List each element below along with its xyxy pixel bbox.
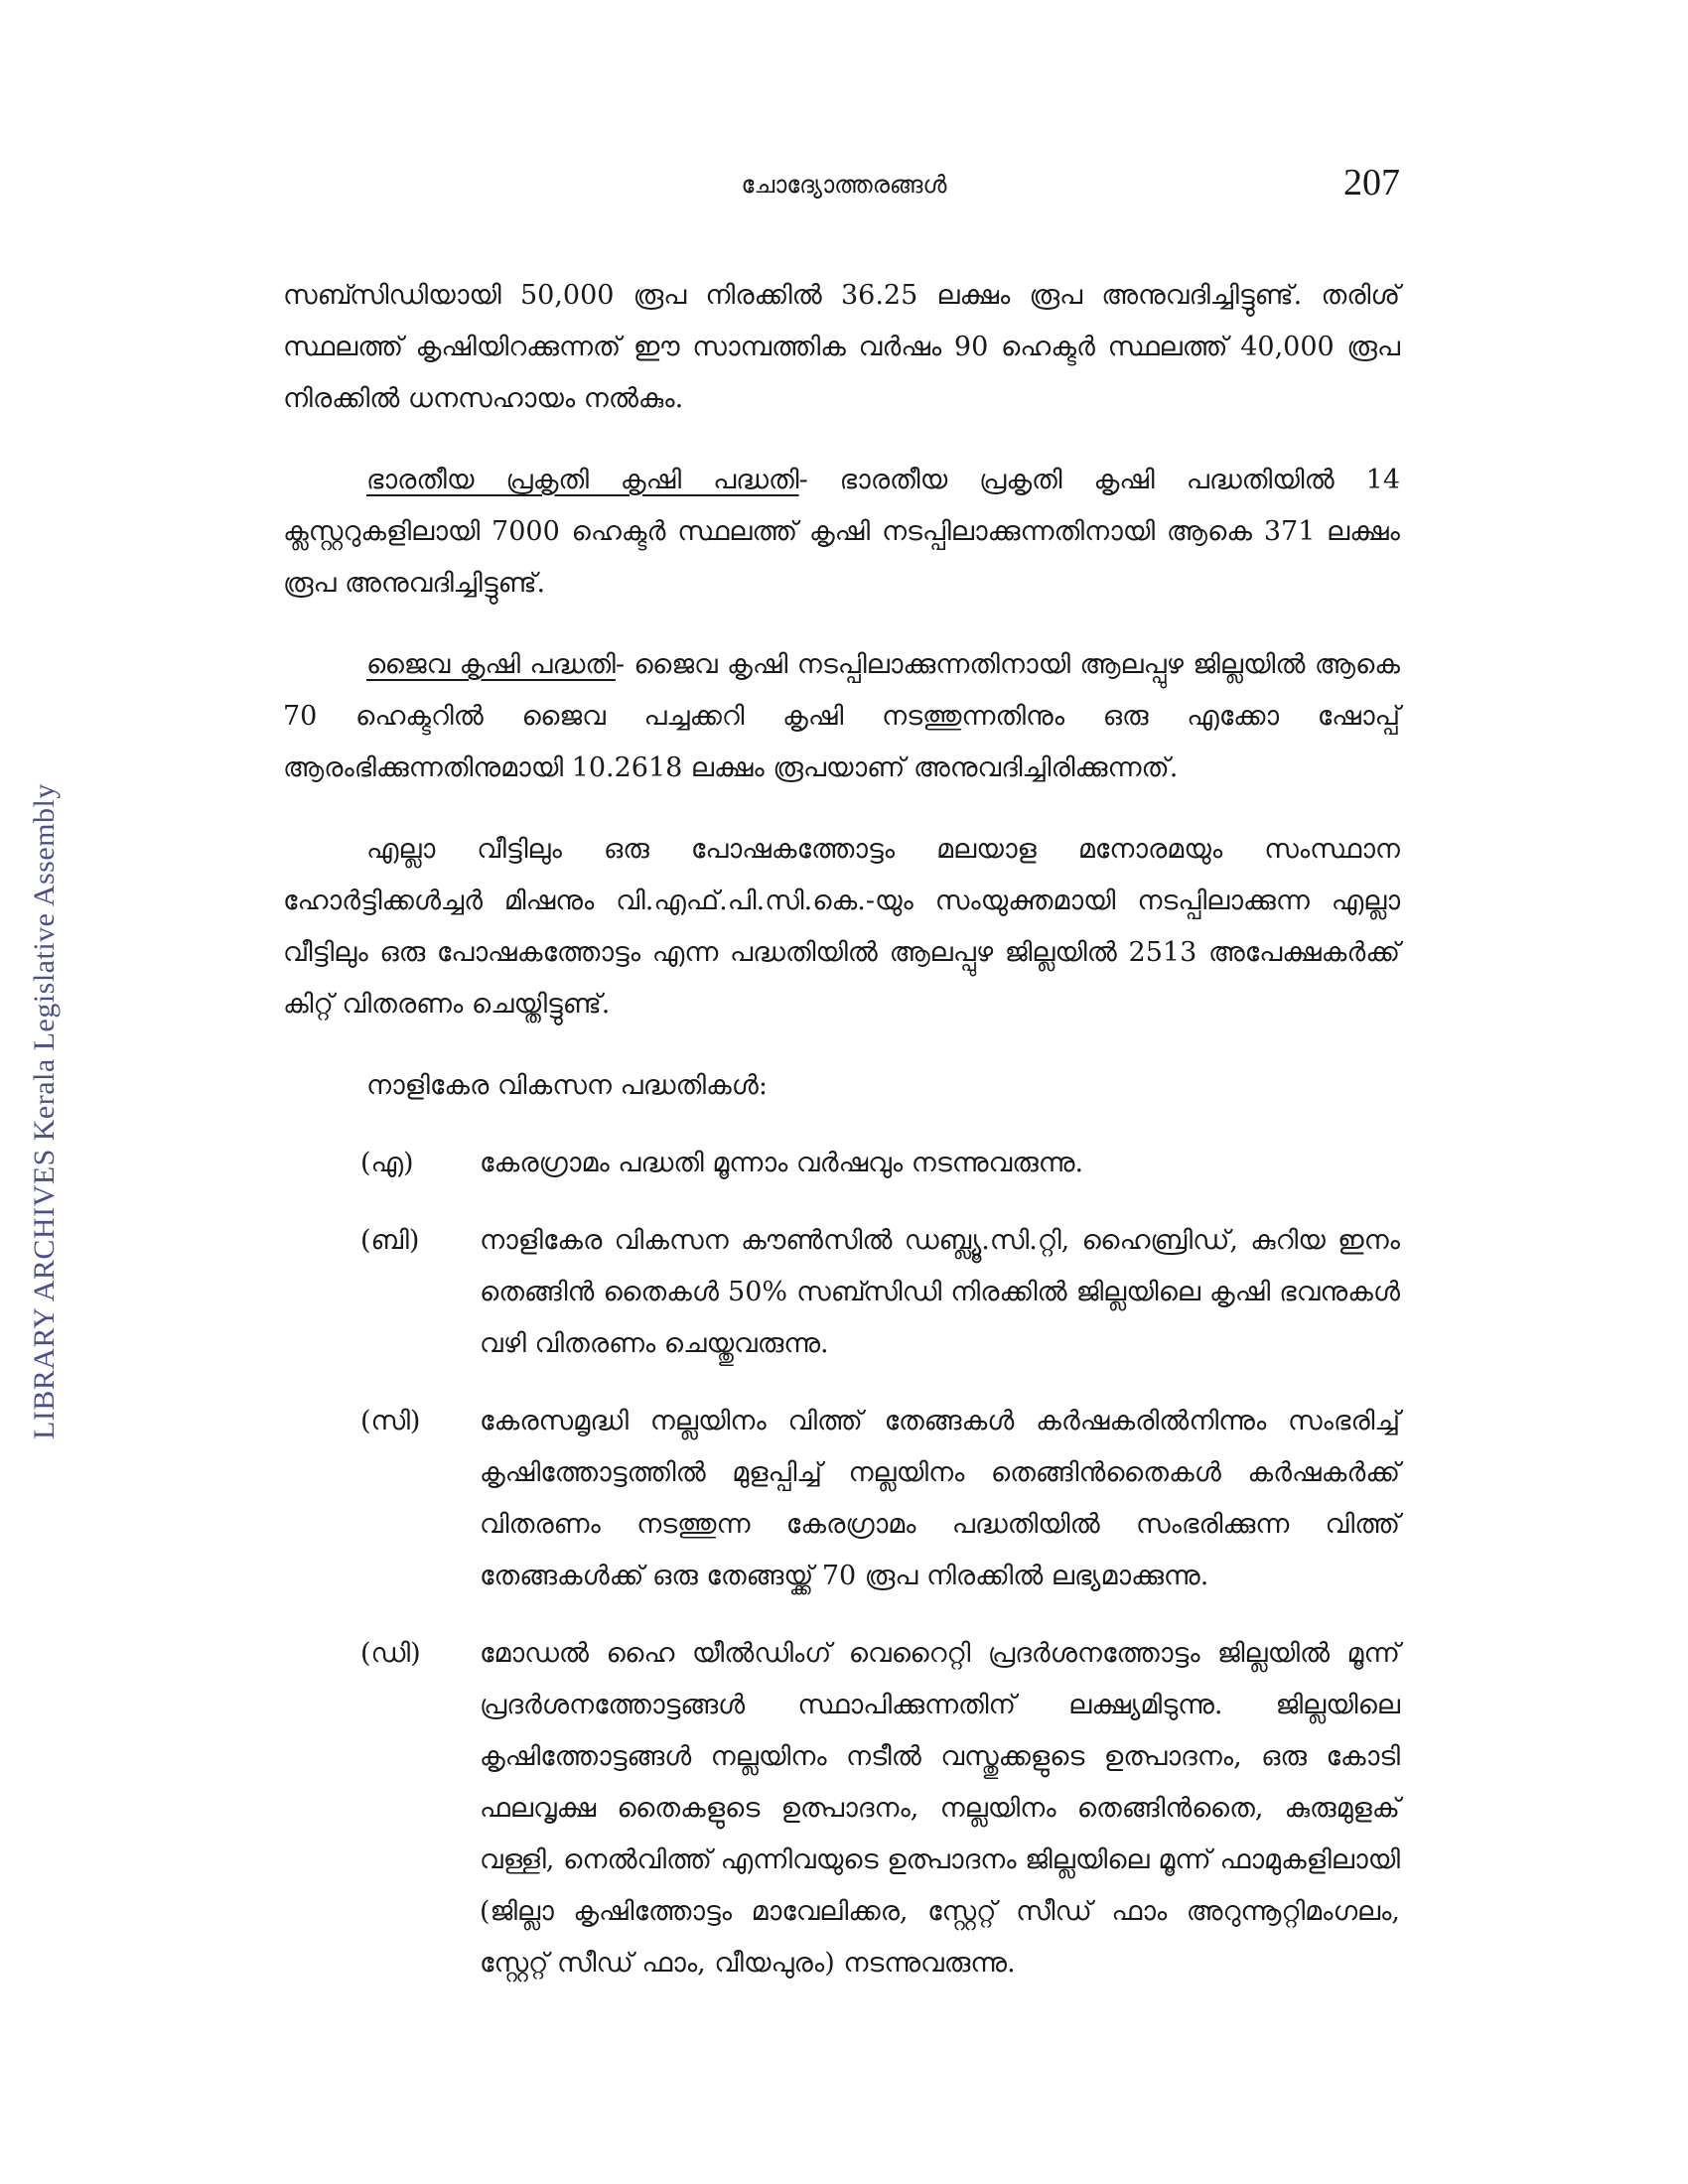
paragraph-nutrition-garden: എല്ലാ വീട്ടിലും ഒരു പോഷകത്തോട്ടം മലയാള മനോരമയും സംസ്ഥാന ഹോർട്ടിക്കൾച്ചർ മിഷനും വി.എഫ്.പി.സി.കെ.-യും സംയുക്തമായി നടപ്പിലാക്കുന്ന എല്ലാ വീട്ടിലും ഒരു പോഷകത്തോട്ടം എന്ന പദ്ധതിയിൽ ആലപ്പുഴ ജില്ലയിൽ 2513 അപേക്ഷകർക്ക് കിറ്റ് വിതരണം ചെയ്തിട്ടുണ്ട്.	[283, 834, 1400, 1020]
list-item	[283, 1138, 1400, 1189]
list-item	[283, 1628, 1400, 1989]
section-heading-natural-farming: ഭാരതീയ പ്രകൃതി കൃഷി പദ്ധതി	[366, 465, 799, 495]
paragraph-organic-farming-body: - ജൈവ കൃഷി നടപ്പിലാക്കുന്നതിനായി ആലപ്പുഴ ജില്ലയിൽ ആകെ 70 ഹെക്ടറിൽ ജൈവ പച്ചക്കറി കൃഷി നടത്തുന്നതിനും ഒരു എക്കോ ഷോപ്പ് ആരംഭിക്കുന്നതിനുമായി 10.2618 ലക്ഷം രൂപയാണ് അനുവദിച്ചിരിക്കുന്നത്.	[283, 649, 1400, 783]
page-header-title: ചോദ്യോത്തരങ്ങൾ	[741, 171, 947, 199]
list-marker: (എ)	[360, 1148, 414, 1178]
list-item-text: മോഡൽ ഹൈ യീൽഡിംഗ് വെറൈറ്റി പ്രദർശനത്തോട്ടം ജില്ലയിൽ മൂന്ന് പ്രദർശനത്തോട്ടങ്ങൾ സ്ഥാപിക്കുന്നതിന് ലക്ഷ്യമിടുന്നു. ജില്ലയിലെ കൃഷിത്തോട്ടങ്ങൾ നല്ലയിനം നടീൽ വസ്തുക്കളുടെ ഉത്പാദനം, ഒരു കോടി ഫലവൃക്ഷ തൈകളുടെ ഉത്പാദനം, നല്ലയിനം തെങ്ങിൻതൈ, കുരുമുളക് വള്ളി, നെൽവിത്ത് എന്നിവയുടെ ഉത്പാദനം ജില്ലയിലെ മൂന്ന് ഫാമുകളിലായി (ജില്ലാ കൃഷിത്തോട്ടം മാവേലിക്കര, സ്റ്റേറ്റ് സീഡ് ഫാം അറുന്നൂറ്റിമംഗലം, സ്റ്റേറ്റ് സീഡ് ഫാം, വീയപുരം) നടന്നുവരുന്നു.	[480, 1638, 1400, 1979]
list-item-text: കേരസമൃദ്ധി നല്ലയിനം വിത്ത് തേങ്ങകൾ കർഷകരിൽനിന്നും സംഭരിച്ച് കൃഷിത്തോട്ടത്തിൽ മുളപ്പിച്ച് നല്ലയിനം തെങ്ങിൻതൈകൾ കർഷകർക്ക് വിതരണം നടത്തുന്ന കേരഗ്രാമം പദ്ധതിയിൽ സംഭരിക്കുന്ന വിത്ത് തേങ്ങകൾക്ക് ഒരു തേങ്ങയ്ക്ക് 70 രൂപ നിരക്കിൽ ലഭ്യമാക്കുന്നു.	[480, 1406, 1400, 1591]
paragraph-subsidy: സബ്സിഡിയായി 50,000 രൂപ നിരക്കിൽ 36.25 ലക്ഷം രൂപ അനുവദിച്ചിട്ടുണ്ട്. തരിശ് സ്ഥലത്ത് കൃഷിയിറക്കുന്നത് ഈ സാമ്പത്തിക വർഷം 90 ഹെക്ടർ സ്ഥലത്ത് 40,000 രൂപ നിരക്കിൽ ധനസഹായം നൽകും.	[283, 280, 1400, 414]
list-title-coconut: നാളികേര വികസന പദ്ധതികൾ:	[366, 1070, 768, 1101]
list-marker: (സി)	[360, 1406, 421, 1436]
paragraph-natural-farming	[283, 455, 1400, 610]
list-item-text: നാളികേര വികസന കൗൺസിൽ ഡബ്ല്യൂ.സി.റ്റി, ഹൈബ്രിഡ്, കുറിയ ഇനം തെങ്ങിൻ തൈകൾ 50% സബ്സിഡി നിരക്കിൽ ജില്ലയിലെ കൃഷി ഭവനുകൾ വഴി വിതരണം ചെയ്തുവരുന്നു.	[480, 1225, 1400, 1359]
paragraph-natural-farming-body: - ഭാരതീയ പ്രകൃതി കൃഷി പദ്ധതിയിൽ 14 ക്ലസ്റ്ററുകളിലായി 7000 ഹെക്ടർ സ്ഥലത്ത് കൃഷി നടപ്പിലാക്കുന്നതിനായി ആകെ 371 ലക്ഷം രൂപ അനുവദിച്ചിട്ടുണ്ട്.	[283, 465, 1401, 599]
page-number: 207	[1343, 162, 1400, 204]
document-body	[283, 270, 1400, 2015]
list-item	[283, 1396, 1400, 1602]
archive-watermark: LIBRARY ARCHIVES Kerala Legislative Assembly	[28, 783, 61, 1439]
paragraph-organic-farming	[283, 639, 1400, 794]
section-heading-organic-farming: ജൈവ കൃഷി പദ്ധതി	[366, 649, 616, 680]
list-item-text: കേരഗ്രാമം പദ്ധതി മൂന്നാം വർഷവും നടന്നുവരുന്നു.	[480, 1148, 1084, 1178]
list-marker: (ഡി)	[360, 1638, 421, 1669]
list-marker: (ബി)	[360, 1225, 420, 1256]
list-item	[283, 1215, 1400, 1370]
